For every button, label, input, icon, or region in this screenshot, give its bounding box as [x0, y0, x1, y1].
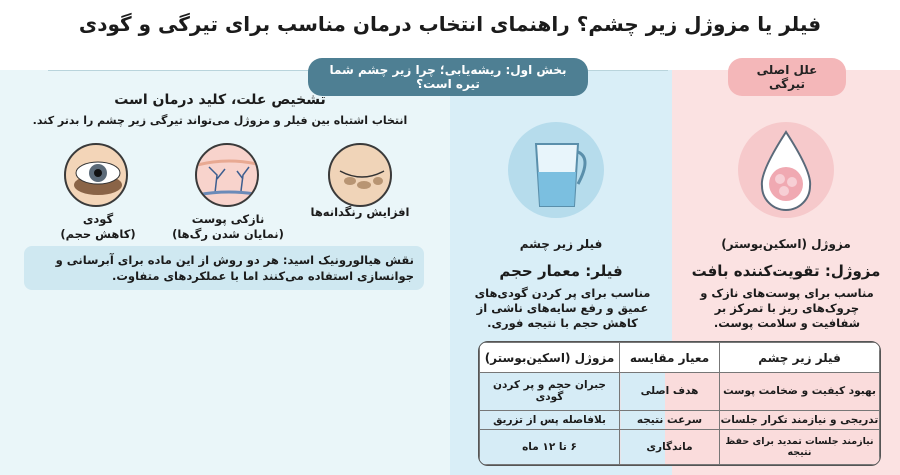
section-badge: بخش اول: ریشه‌یابی؛ چرا زیر چشم شما تیره است؟ — [308, 58, 588, 96]
table-cell: ماندگاری — [620, 430, 720, 465]
mesogel-drop-icon — [738, 122, 834, 218]
table-row — [480, 430, 880, 465]
cause-sublabel: (کاهش حجم) — [60, 227, 136, 241]
cause-thin-skin — [158, 212, 298, 242]
table-row — [480, 373, 880, 411]
table-cell: هدف اصلی — [620, 373, 720, 411]
mesogel-label: مزوژل (اسکین‌بوستر) — [721, 237, 851, 251]
filler-description: مناسب برای پر کردن گودی‌های عمیق و رفع سایه‌های ناشی از کاهش حجم با نتیجه فوری. — [474, 286, 651, 330]
mesogel-description: مناسب برای پوست‌های نازک و چروک‌های ریز با تمرکز بر شفافیت و سلامت پوست. — [700, 286, 874, 330]
table-cell: سرعت نتیجه — [620, 410, 720, 430]
pigmentation-icon — [328, 143, 392, 207]
cause-label: گودی — [82, 212, 114, 226]
table-header: معیار مقایسه — [620, 343, 720, 373]
table-header: فیلر زیر چشم — [720, 343, 880, 373]
cause-pigmentation — [290, 205, 430, 220]
table-header: مزوژل (اسکین‌بوستر) — [480, 343, 620, 373]
hollow-eye-icon — [64, 143, 128, 207]
cause-sublabel: (نمایان شدن رگ‌ها) — [172, 227, 284, 241]
mesogel-heading: مزوژل: تقویت‌کننده بافت — [691, 262, 881, 280]
cause-badge: علل اصلی تیرگی — [728, 58, 846, 96]
thin-skin-veins-icon — [195, 143, 259, 207]
table-cell: ۶ تا ۱۲ ماه — [480, 430, 620, 465]
table-cell: جبران حجم و پر کردن گودی — [480, 373, 620, 411]
page-title: فیلر یا مزوژل زیر چشم؟ راهنمای انتخاب درمان مناسب برای تیرگی و گودی — [78, 12, 822, 36]
table-row — [480, 410, 880, 430]
table-cell: نیازمند جلسات تمدید برای حفظ نتیجه — [720, 430, 880, 465]
table-cell: بهبود کیفیت و ضخامت پوست — [720, 373, 880, 411]
filler-heading: فیلر: معمار حجم — [499, 262, 623, 280]
table-cell: بلافاصله پس از تزریق — [480, 410, 620, 430]
diagnosis-subtitle: انتخاب اشتباه بین فیلر و مزوژل می‌تواند تیرگی زیر چشم را بدتر کند. — [32, 114, 408, 127]
hyaluronic-note: نقش هیالورونیک اسید: هر دو روش از این ماده برای آبرسانی و جوانسازی استفاده می‌کنند اما با عملکردهای متفاوت. — [24, 246, 424, 290]
table-header-row — [480, 343, 880, 373]
cause-label: نازکی پوست — [191, 212, 265, 226]
cause-label: افزایش رنگدانه‌ها — [310, 205, 410, 219]
filler-jug-icon — [508, 122, 604, 218]
cause-hollowness — [28, 212, 168, 242]
comparison-table — [478, 341, 881, 466]
filler-label: فیلر زیر چشم — [519, 237, 603, 251]
diagnosis-title: تشخیص علت، کلید درمان است — [114, 92, 326, 108]
table-cell: تدریجی و نیازمند تکرار جلسات — [720, 410, 880, 430]
